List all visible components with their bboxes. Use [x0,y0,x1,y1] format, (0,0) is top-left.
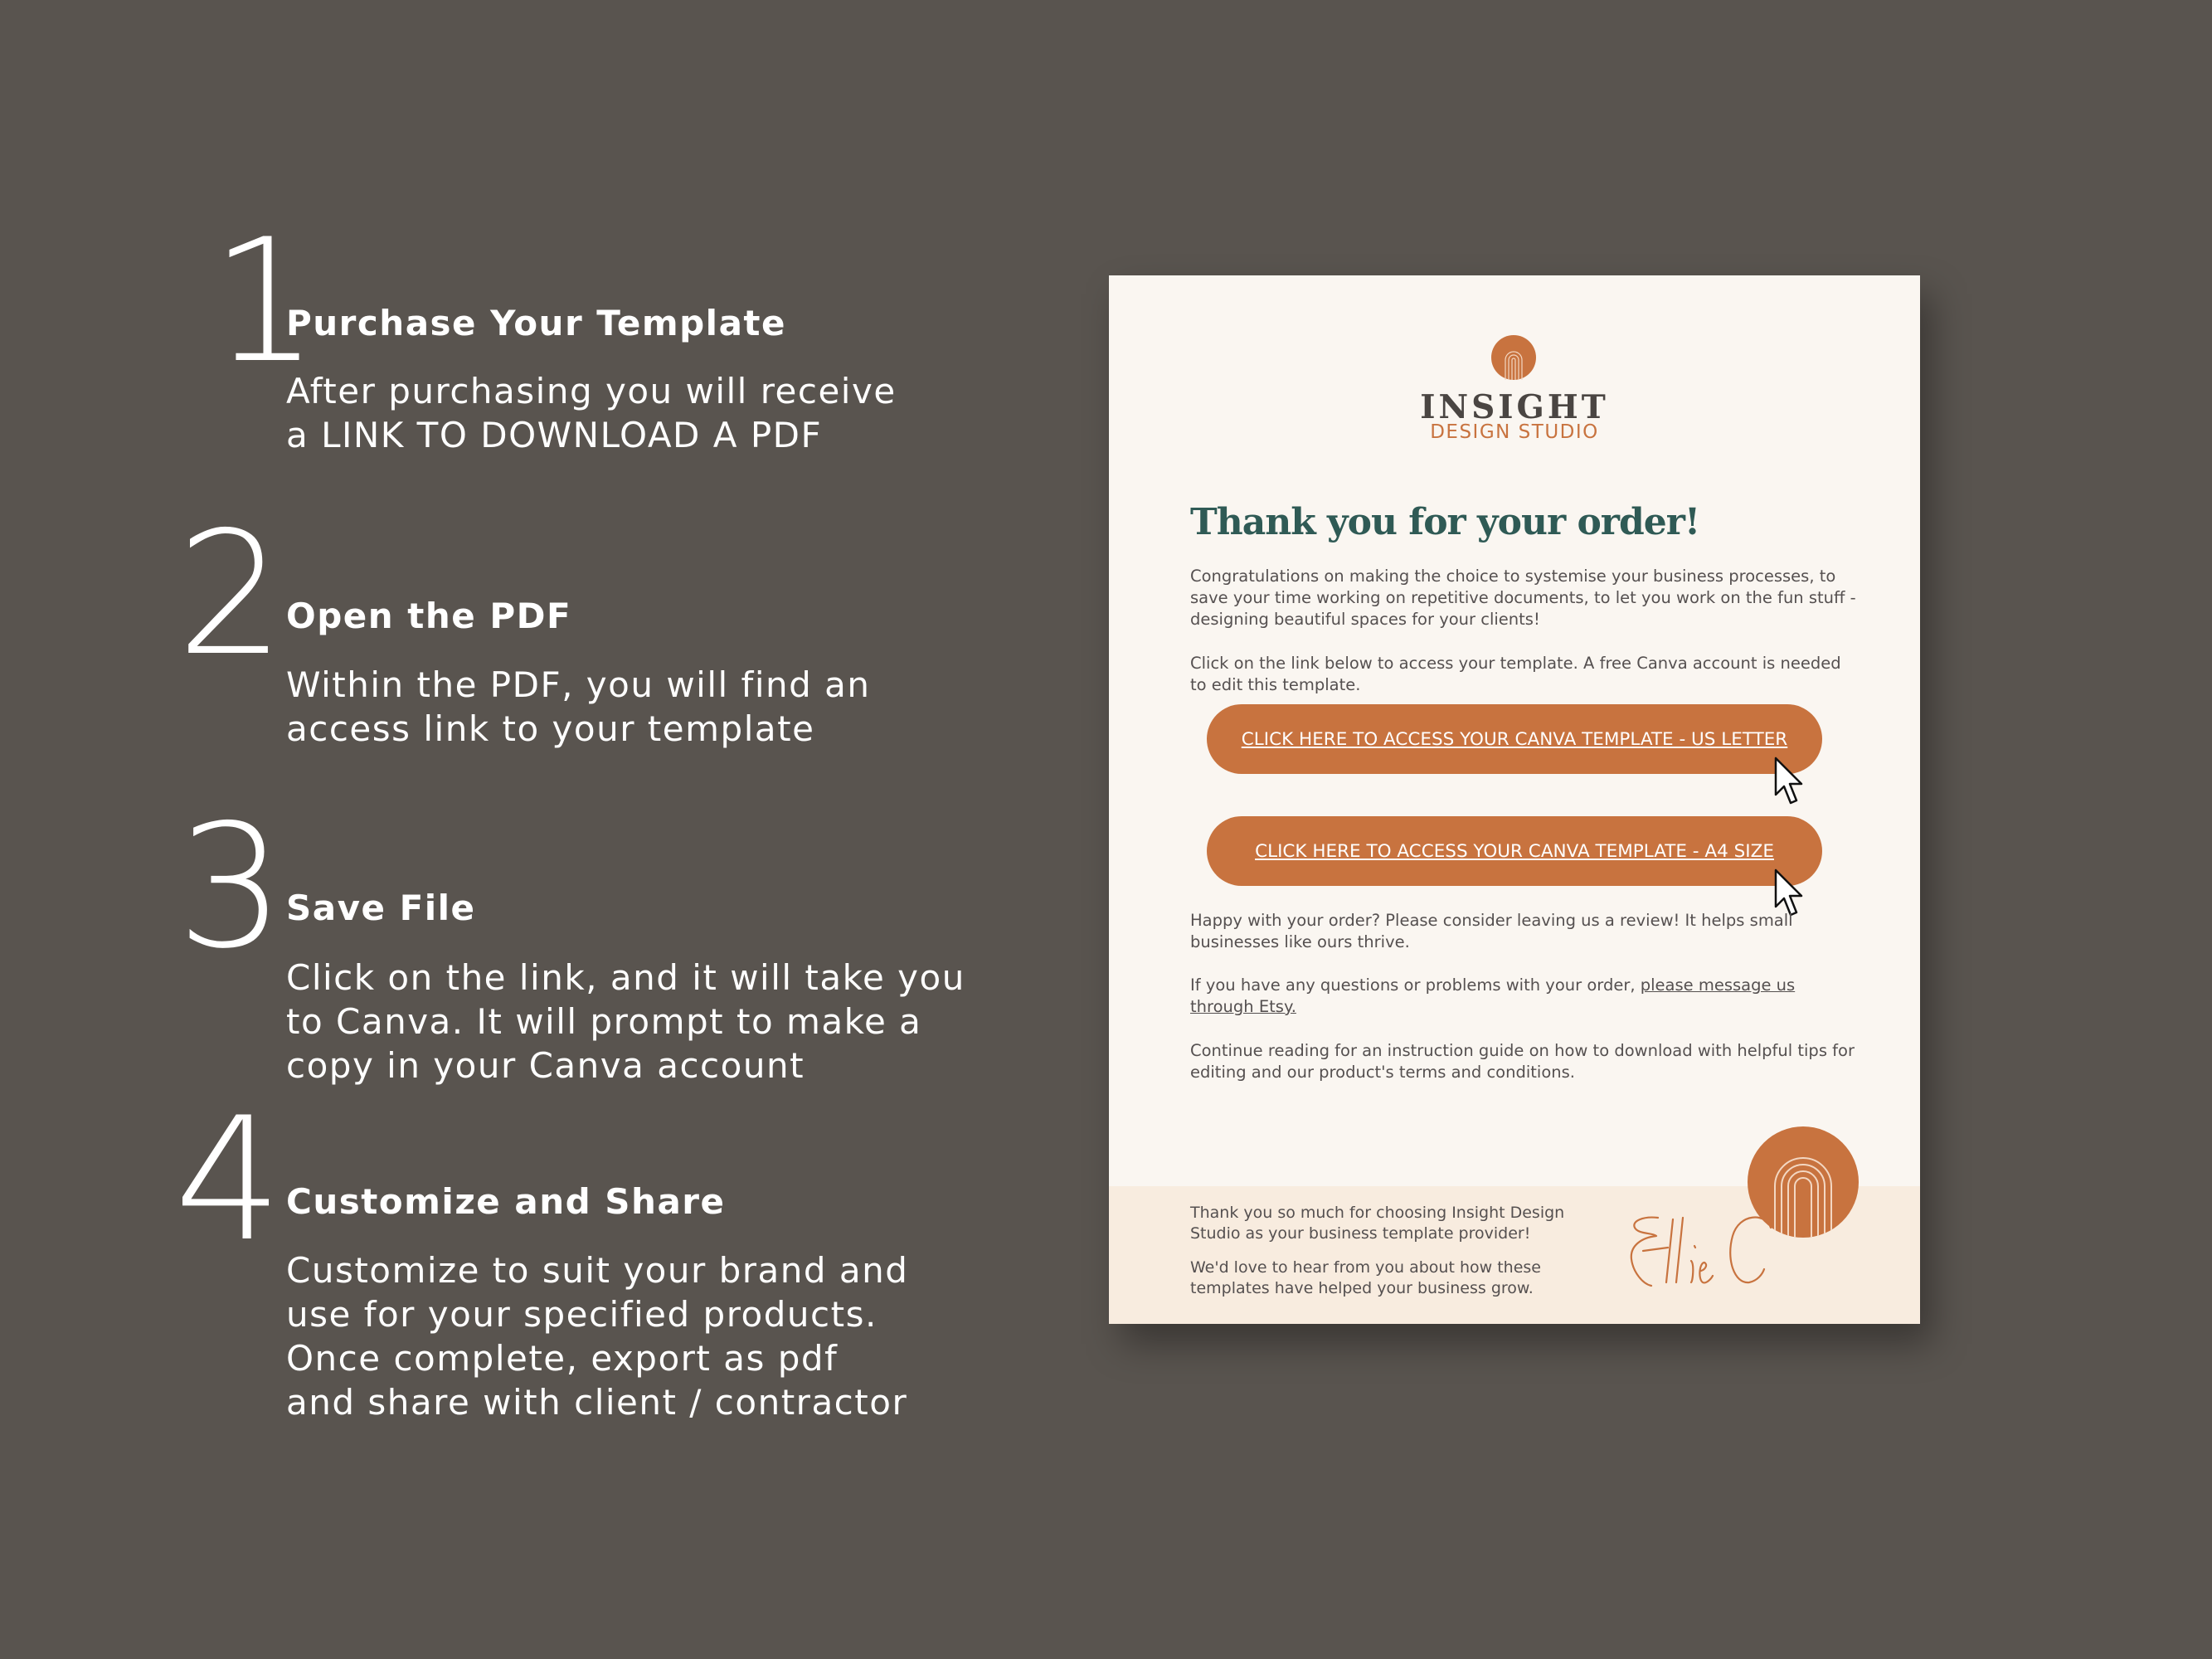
paragraph-line: editing and our product's terms and conditions. [1190,1063,1575,1082]
step-description-line: After purchasing you will receive [286,371,897,411]
paragraph-line: Congratulations on making the choice to systemise your business processes, to [1190,567,1836,586]
footer-thanks [1190,1203,1564,1244]
step-description-line: Within the PDF, you will find an [286,664,871,705]
footer-line: Studio as your business template provider! [1190,1224,1531,1243]
brand-name: INSIGHT [1420,388,1609,426]
step-description [286,369,897,457]
link-note-paragraph [1190,653,1854,696]
step-title: Save File [286,888,476,928]
step-description [286,1248,908,1424]
step-title: Purchase Your Template [286,303,786,343]
paragraph-line: to edit this template. [1190,675,1361,694]
access-template-a4-button[interactable]: CLICK HERE TO ACCESS YOUR CANVA TEMPLATE - A4 SIZE [1207,816,1822,886]
paragraph-line: Click on the link below to access your template. A free Canva account is needed [1190,654,1841,673]
message-etsy-link-continued[interactable]: through Etsy. [1190,997,1296,1016]
intro-paragraph [1190,566,1854,630]
footer-line: templates have helped your business grow. [1190,1279,1534,1297]
step-description-line: copy in your Canva account [286,1045,805,1086]
step-number: 3 [177,789,282,986]
step-number: 1 [211,203,316,401]
continue-paragraph [1190,1040,1854,1083]
thank-you-document [1109,275,1920,1324]
step-description [286,663,870,751]
paragraph-line: save your time working on repetitive documents, to let you work on the fun stuff - [1190,588,1856,607]
paragraph-line: Continue reading for an instruction guide on how to download with helpful tips for [1190,1041,1855,1060]
step-title: Customize and Share [286,1181,726,1222]
review-paragraph [1190,910,1854,953]
step-description-line: and share with client / contractor [286,1382,908,1423]
step-description [286,956,965,1087]
signature [1625,1203,1782,1294]
step-description-line: Click on the link, and it will take you [286,957,965,998]
mouse-pointer-icon [1774,757,1807,808]
step-description-line: to Canva. It will prompt to make a [286,1001,922,1042]
questions-text: If you have any questions or problems with your order, [1190,975,1641,995]
paragraph-line: businesses like ours thrive. [1190,932,1410,951]
step-description-line: access link to your template [286,708,815,749]
paragraph-line [1190,975,1854,996]
footer-line: We'd love to hear from you about how these [1190,1258,1541,1277]
logo-arch-icon [1491,335,1536,380]
step-number: 4 [174,1082,280,1279]
paragraph-line: Happy with your order? Please consider leaving us a review! It helps small [1190,911,1793,930]
step-title: Open the PDF [286,596,572,636]
step-description-line: Customize to suit your brand and [286,1250,909,1291]
footer-love [1190,1258,1541,1299]
paragraph-line: designing beautiful spaces for your clients! [1190,610,1540,629]
message-etsy-link[interactable]: please message us [1640,975,1796,995]
step-description-line: use for your specified products. [286,1294,878,1335]
document-heading: Thank you for your order! [1190,501,1700,543]
step-description-line: Once complete, export as pdf [286,1338,839,1379]
step-description-line: a LINK TO DOWNLOAD A PDF [286,415,823,455]
step-number: 2 [177,496,282,693]
brand-subtitle: DESIGN STUDIO [1430,421,1599,443]
footer-line: Thank you so much for choosing Insight Design [1190,1204,1565,1222]
access-template-us-letter-button[interactable]: CLICK HERE TO ACCESS YOUR CANVA TEMPLATE - US LETTER [1207,704,1822,774]
questions-paragraph [1190,975,1854,1018]
